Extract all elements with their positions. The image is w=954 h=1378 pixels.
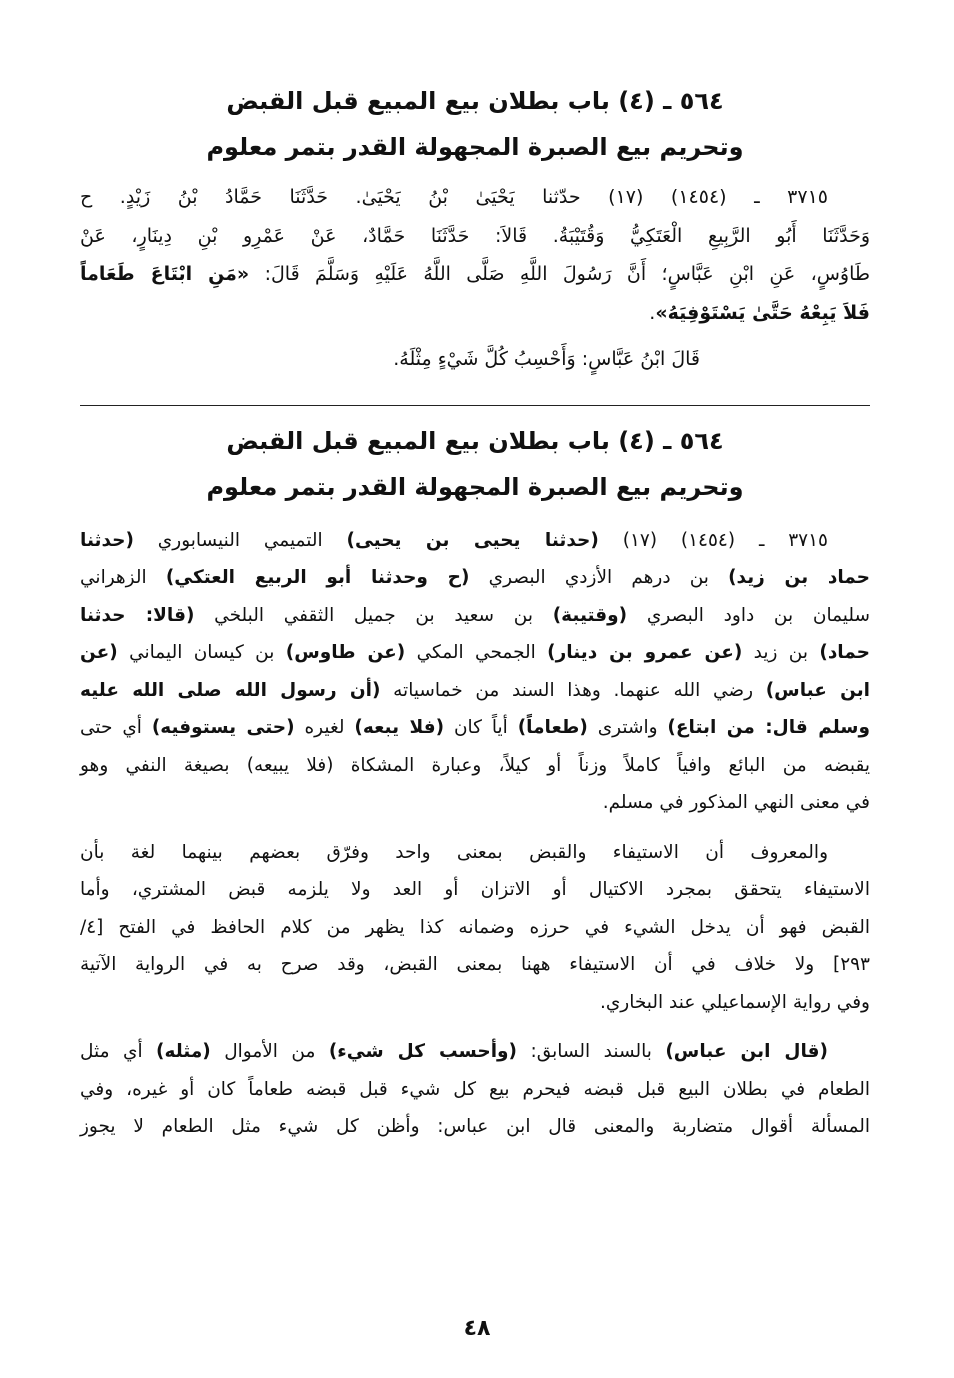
hadith-text (80, 178, 870, 379)
commentary-line (80, 984, 870, 1022)
commentary-line (80, 709, 870, 747)
text-segment: قَالَ ابْنُ عَبَّاسٍ: وَأَحْسِبُ كُلَّ شَيْءٍ مِثْلَهُ. (393, 348, 700, 370)
text-segment: أي حتى (80, 717, 152, 738)
book-page (80, 78, 870, 1146)
commentary-line (80, 871, 870, 909)
bold-text-segment: وسلم قال: من ابتاع) (667, 717, 870, 738)
bold-text-segment: (حدثنا يحيى بن يحيى) (346, 529, 599, 551)
commentary-line (80, 559, 870, 597)
commentary-section (80, 418, 870, 1146)
text-segment: وفي رواية الإسماعيلي عند البخاري. (599, 991, 870, 1013)
text-segment: . (649, 301, 656, 324)
text-segment: بن كيسان اليماني (117, 642, 286, 663)
text-segment: طَاوُسٍ، عَنِ ابْنِ عَبَّاسٍ؛ أَنَّ رَسُولَ اللَّهِ صَلَّى اللَّهُ عَلَيْهِ وَسَلَّمَ قَالَ: (249, 263, 870, 285)
commentary-line (80, 747, 870, 785)
commentary-line (80, 946, 870, 984)
commentary-line (80, 1033, 870, 1071)
bold-text-segment: (فلا يبعه) (354, 717, 445, 738)
text-segment: لغيره (294, 717, 355, 738)
text-segment: الاستيفاء يتحقق بمجرد الاكتيال أو الاتزان أو العد ولا يلزمه قبض المشتري، وأما (80, 879, 870, 900)
text-segment: الزهراني (80, 567, 166, 588)
chapter-heading-line-2: وتحريم بيع الصبرة المجهولة القدر بتمر معلوم (206, 133, 744, 161)
commentary-paragraph (80, 834, 870, 1022)
text-segment: سليمان بن داود البصري (627, 604, 870, 626)
text-segment: واشترى (587, 717, 668, 738)
text-segment: أياً كان (444, 717, 518, 738)
commentary-line (80, 634, 870, 672)
text-segment: ٣٧١٥ ـ (١٤٥٤) (١٧) حدّثنا يَحْيَىٰ بْنُ يَحْيَىٰ. حَدَّثَنَا حَمَّادُ بْنُ زَيْدٍ. ح (80, 186, 828, 208)
bold-text-segment: ابن عباس) (765, 679, 871, 701)
bold-text-segment: (قالا: حدثنا (80, 604, 195, 626)
commentary-heading-line-1: ٥٦٤ ـ (٤) باب بطلان بيع المبيع قبل القبض (226, 426, 724, 455)
text-segment: بن درهم الأزدي البصري (469, 567, 729, 588)
bold-text-segment: (عن طاوس) (285, 642, 406, 663)
bold-text-segment: (ح وحدثنا أبو الربيع العتكي) (165, 567, 470, 588)
text-segment: أي مثل (80, 1041, 157, 1062)
text-segment: في معنى النهي المذكور في مسلم. (602, 792, 870, 813)
bold-text-segment: (طعاماً) (517, 717, 588, 738)
bold-text-segment: فَلاَ يَبِعْهُ حَتَّىٰ يَسْتَوْفِيَهُ» (655, 301, 870, 324)
text-segment: بالسند السابق: (517, 1041, 666, 1062)
commentary-line (80, 597, 870, 635)
bold-text-segment: حماد بن زيد) (728, 567, 871, 588)
text-segment: الطعام في بطلان البيع قبل قبضه فيحرم بيع كل شيء قبل قبضه طعاماً كان أو غيره، وفي (80, 1078, 870, 1100)
bold-text-segment: (وأحسب كل شيء) (328, 1041, 518, 1062)
chapter-heading-line-1: ٥٦٤ ـ (٤) باب بطلان بيع المبيع قبل القبض (226, 87, 724, 115)
commentary-line (80, 784, 870, 822)
bold-text-segment: (حتى يستوفيه) (151, 717, 295, 738)
bold-text-segment: (عن عمرو بن دينار) (547, 642, 743, 663)
bold-text-segment: (عن (80, 642, 118, 663)
hadith-line (80, 255, 870, 294)
commentary-line (80, 834, 870, 872)
text-segment: التميمي النيسابوري (133, 529, 347, 551)
section-divider (80, 405, 870, 406)
bold-text-segment: (أن رسول الله صلى الله عليه (80, 679, 381, 701)
text-segment: ٣٧١٥ ـ (١٤٥٤) (١٧) (598, 529, 828, 551)
hadith-line (80, 217, 870, 256)
text-segment: والمعروف أن الاستيفاء والقبض بمعنى واحد وفرّق بعضهم بينهما لغة بأن (80, 841, 828, 863)
commentary-paragraph (80, 522, 870, 822)
hadith-line (80, 178, 870, 217)
text-segment: المسألة أقوال متضاربة والمعنى قال ابن عباس: وأظن كل شيء مثل الطعام لا يجوز (80, 1116, 870, 1137)
text-segment: القبض فهو أن يدخل الشيء في حرزه وضمانه كذا يظهر من كلام الحافظ في الفتح [٤/ (80, 916, 870, 938)
bold-text-segment: (قال ابن عباس) (665, 1041, 829, 1062)
text-segment: وَحَدَّثَنَا أَبُو الرَّبِيعِ الْعَتَكِيُّ وَقُتَيْبَةُ. قَالاَ: حَدَّثَنَا حَمَّادٌ، عَنْ عَمْرِو بْنِ دِينَارٍ، عَنْ (80, 224, 870, 247)
hadith-line (80, 294, 870, 333)
text-segment: الجمحي المكي (405, 642, 548, 663)
page-number: ٤٨ (463, 1316, 491, 1341)
bold-text-segment: حماد) (819, 642, 870, 663)
commentary-line (80, 909, 870, 947)
text-segment: بن سعيد بن جميل الثقفي البلخي (194, 604, 553, 626)
bold-text-segment: (حدثنا (80, 529, 134, 551)
commentary-paragraph (80, 1033, 870, 1146)
bold-text-segment: (مثله) (156, 1041, 211, 1062)
matn-section (80, 78, 870, 379)
bold-text-segment: (وقتيبة) (552, 604, 628, 626)
ibn-abbas-statement (80, 340, 870, 379)
commentary-line (80, 1071, 870, 1109)
text-segment: رضي الله عنهما. وهذا السند من خماسياته (380, 679, 766, 701)
commentary-line (80, 672, 870, 710)
text-segment: من الأموال (210, 1041, 329, 1062)
commentary-line (80, 522, 870, 560)
bold-text-segment: «مَنِ ابْتَاعَ طَعَاماً (80, 263, 250, 285)
commentary-heading-line-2: وتحريم بيع الصبرة المجهولة القدر بتمر معلوم (206, 472, 744, 501)
text-segment: يقبضه من البائع وافياً كاملاً وزناً أو كيلاً، وعبارة المشكاة (فلا يبيعه) بصيغة النفي وهو (80, 754, 870, 776)
commentary-line (80, 1108, 870, 1146)
text-segment: بن زيد (742, 642, 820, 663)
text-segment: ٢٩٣] ولا خلاف في أن الاستيفاء ههنا بمعنى القبض، وقد صرح به في الرواية الآتية (80, 954, 870, 975)
